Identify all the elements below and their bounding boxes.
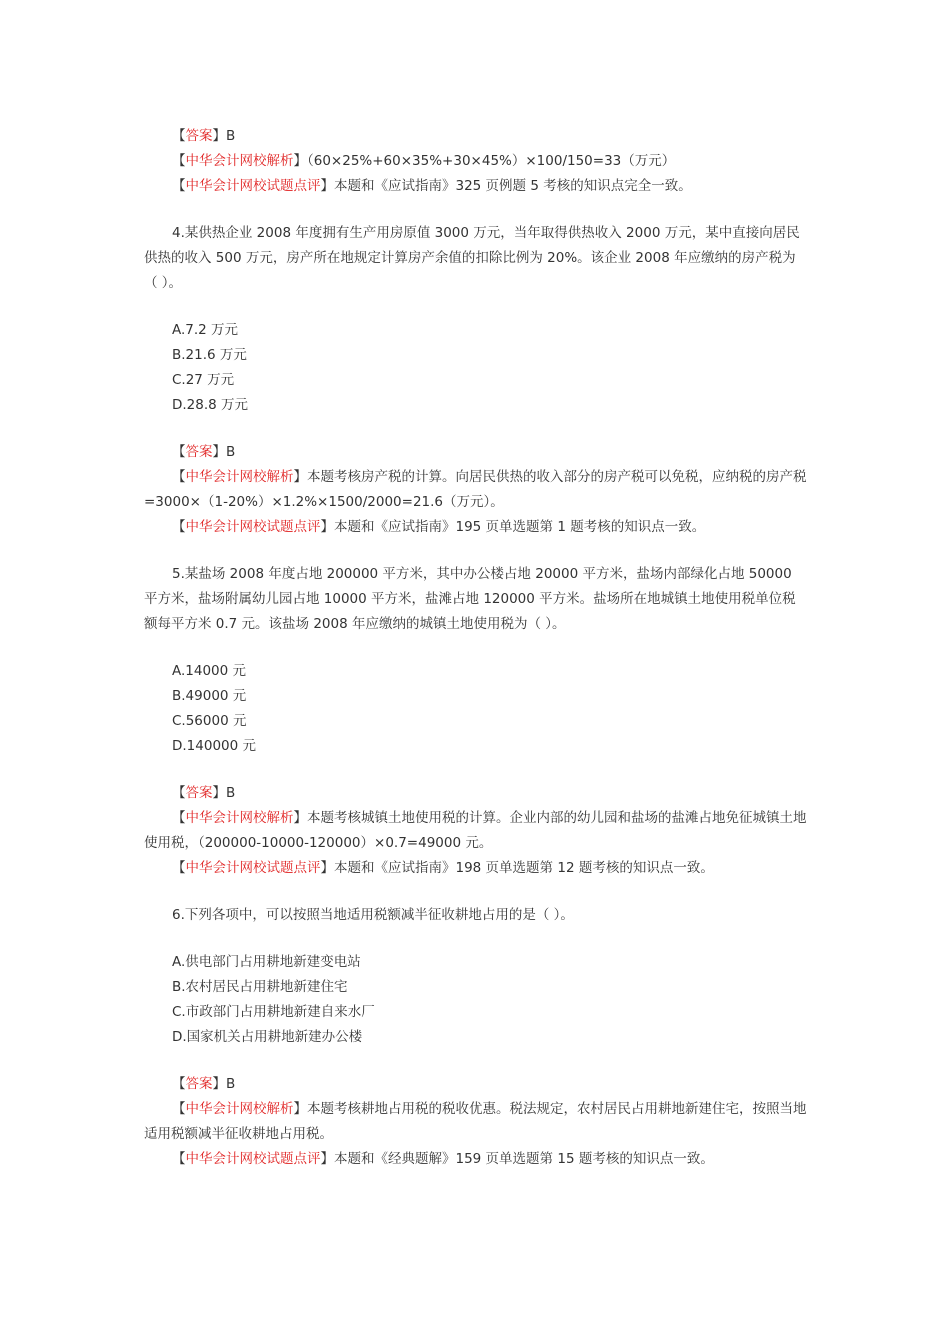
answer-label: 答案: [185, 444, 213, 460]
q4-option-c: C.27 万元: [172, 372, 235, 388]
q6-option-d: D.国家机关占用耕地新建办公楼: [172, 1029, 363, 1045]
spacer: [144, 637, 808, 659]
q5-comment-text: 本题和《应试指南》198 页单选题第 12 题考核的知识点一致。: [334, 860, 714, 876]
bracket-left: 【: [172, 785, 186, 801]
bracket-left: 【: [172, 469, 186, 485]
bracket-left: 【: [172, 860, 186, 876]
bracket-right: 】: [212, 785, 226, 801]
bracket-left: 【: [172, 178, 186, 194]
bracket-left: 【: [172, 1076, 186, 1092]
q4-option-a: A.7.2 万元: [172, 322, 239, 338]
q6-option-c: C.市政部门占用耕地新建自来水厂: [172, 1004, 375, 1020]
q5-option-b: B.49000 元: [172, 688, 247, 704]
q6-comment-line: [144, 1147, 808, 1172]
q4-option-b: B.21.6 万元: [172, 347, 247, 363]
bracket-left: 【: [172, 153, 186, 169]
bracket-left: 【: [172, 444, 186, 460]
q3-answer-value: B: [226, 128, 236, 144]
bracket-left: 【: [172, 1101, 186, 1117]
comment-label: 中华会计网校试题点评: [185, 1151, 321, 1167]
bracket-left: 【: [172, 810, 186, 826]
q6-answer-value: B: [226, 1076, 236, 1092]
q6-comment-text: 本题和《经典题解》159 页单选题第 15 题考核的知识点一致。: [334, 1151, 714, 1167]
spacer: [144, 759, 808, 781]
bracket-right: 】: [212, 444, 226, 460]
q4-comment-text: 本题和《应试指南》195 页单选题第 1 题考核的知识点一致。: [334, 519, 706, 535]
q3-comment-line: [144, 174, 808, 199]
q5-answer-value: B: [226, 785, 236, 801]
q4-answer-value: B: [226, 444, 236, 460]
bracket-right: 】: [320, 178, 334, 194]
q6-option-a: A.供电部门占用耕地新建变电站: [172, 954, 361, 970]
q4-answer-line: [144, 440, 808, 465]
q5-analysis-text: 本题考核城镇土地使用税的计算。企业内部的幼儿园和盐场的盐滩占地免征城镇土地使用税，（200000-10000-120000）×0.7=49000 元。: [144, 810, 807, 851]
q5-option-a: A.14000 元: [172, 663, 247, 679]
bracket-right: 】: [212, 1076, 226, 1092]
spacer: [144, 881, 808, 903]
q5-option-c: C.56000 元: [172, 713, 247, 729]
bracket-right: 】: [293, 810, 307, 826]
bracket-left: 【: [172, 519, 186, 535]
q5-comment-line: [144, 856, 808, 881]
bracket-right: 】: [320, 860, 334, 876]
q6-option-b: B.农村居民占用耕地新建住宅: [172, 979, 348, 995]
bracket-right: 】: [293, 153, 307, 169]
q3-analysis-line: [144, 149, 808, 174]
q6-answer-line: [144, 1072, 808, 1097]
bracket-right: 】: [293, 469, 307, 485]
q4-comment-line: [144, 515, 808, 540]
comment-label: 中华会计网校试题点评: [185, 860, 321, 876]
bracket-right: 】: [320, 519, 334, 535]
q6-analysis-line: [144, 1097, 808, 1147]
q6-stem: 6.下列各项中，可以按照当地适用税额减半征收耕地占用的是（ ）。: [172, 907, 574, 923]
spacer: [144, 296, 808, 318]
analysis-label: 中华会计网校解析: [185, 1101, 294, 1117]
answer-label: 答案: [185, 785, 213, 801]
bracket-right: 】: [320, 1151, 334, 1167]
q5-analysis-line: [144, 806, 808, 856]
spacer: [144, 928, 808, 950]
bracket-right: 】: [212, 128, 226, 144]
q4-stem: 4.某供热企业 2008 年度拥有生产用房原值 3000 万元，当年取得供热收入 2000 万元，某中直接向居民供热的收入 500 万元，房产所在地规定计算房产余值的扣除比例为 20%。该企业 2008 年应缴纳的房产税为（ ）。: [144, 225, 800, 291]
bracket-left: 【: [172, 128, 186, 144]
answer-label: 答案: [185, 128, 213, 144]
spacer: [144, 1050, 808, 1072]
analysis-label: 中华会计网校解析: [185, 469, 294, 485]
comment-label: 中华会计网校试题点评: [185, 178, 321, 194]
q3-comment-text: 本题和《应试指南》325 页例题 5 考核的知识点完全一致。: [334, 178, 692, 194]
bracket-left: 【: [172, 1151, 186, 1167]
q4-analysis-line: [144, 465, 808, 515]
q6-analysis-text: 本题考核耕地占用税的税收优惠。税法规定，农村居民占用耕地新建住宅，按照当地适用税额减半征收耕地占用税。: [144, 1101, 807, 1142]
q5-stem: 5.某盐场 2008 年度占地 200000 平方米，其中办公楼占地 20000 平方米，盐场内部绿化占地 50000 平方米，盐场附属幼儿园占地 10000 平方米，盐滩占地 120000 平方米。盐场所在地城镇土地使用税单位税额每平方米 0.7 元。该盐场 2008 年应缴纳的城镇土地使用税为（ ）。: [144, 566, 796, 632]
spacer: [144, 540, 808, 562]
document-page: [144, 124, 808, 1172]
analysis-label: 中华会计网校解析: [185, 810, 294, 826]
q3-answer-line: [144, 124, 808, 149]
q4-analysis-text: 本题考核房产税的计算。向居民供热的收入部分的房产税可以免税，应纳税的房产税=3000×（1-20%）×1.2%×1500/2000=21.6（万元）。: [144, 469, 807, 510]
q5-option-d: D.140000 元: [172, 738, 257, 754]
spacer: [144, 199, 808, 221]
bracket-right: 】: [293, 1101, 307, 1117]
q5-answer-line: [144, 781, 808, 806]
q4-option-d: D.28.8 万元: [172, 397, 249, 413]
analysis-label: 中华会计网校解析: [185, 153, 294, 169]
q3-analysis-text: （60×25%+60×35%+30×45%）×100/150=33（万元）: [307, 153, 676, 169]
comment-label: 中华会计网校试题点评: [185, 519, 321, 535]
spacer: [144, 418, 808, 440]
answer-label: 答案: [185, 1076, 213, 1092]
